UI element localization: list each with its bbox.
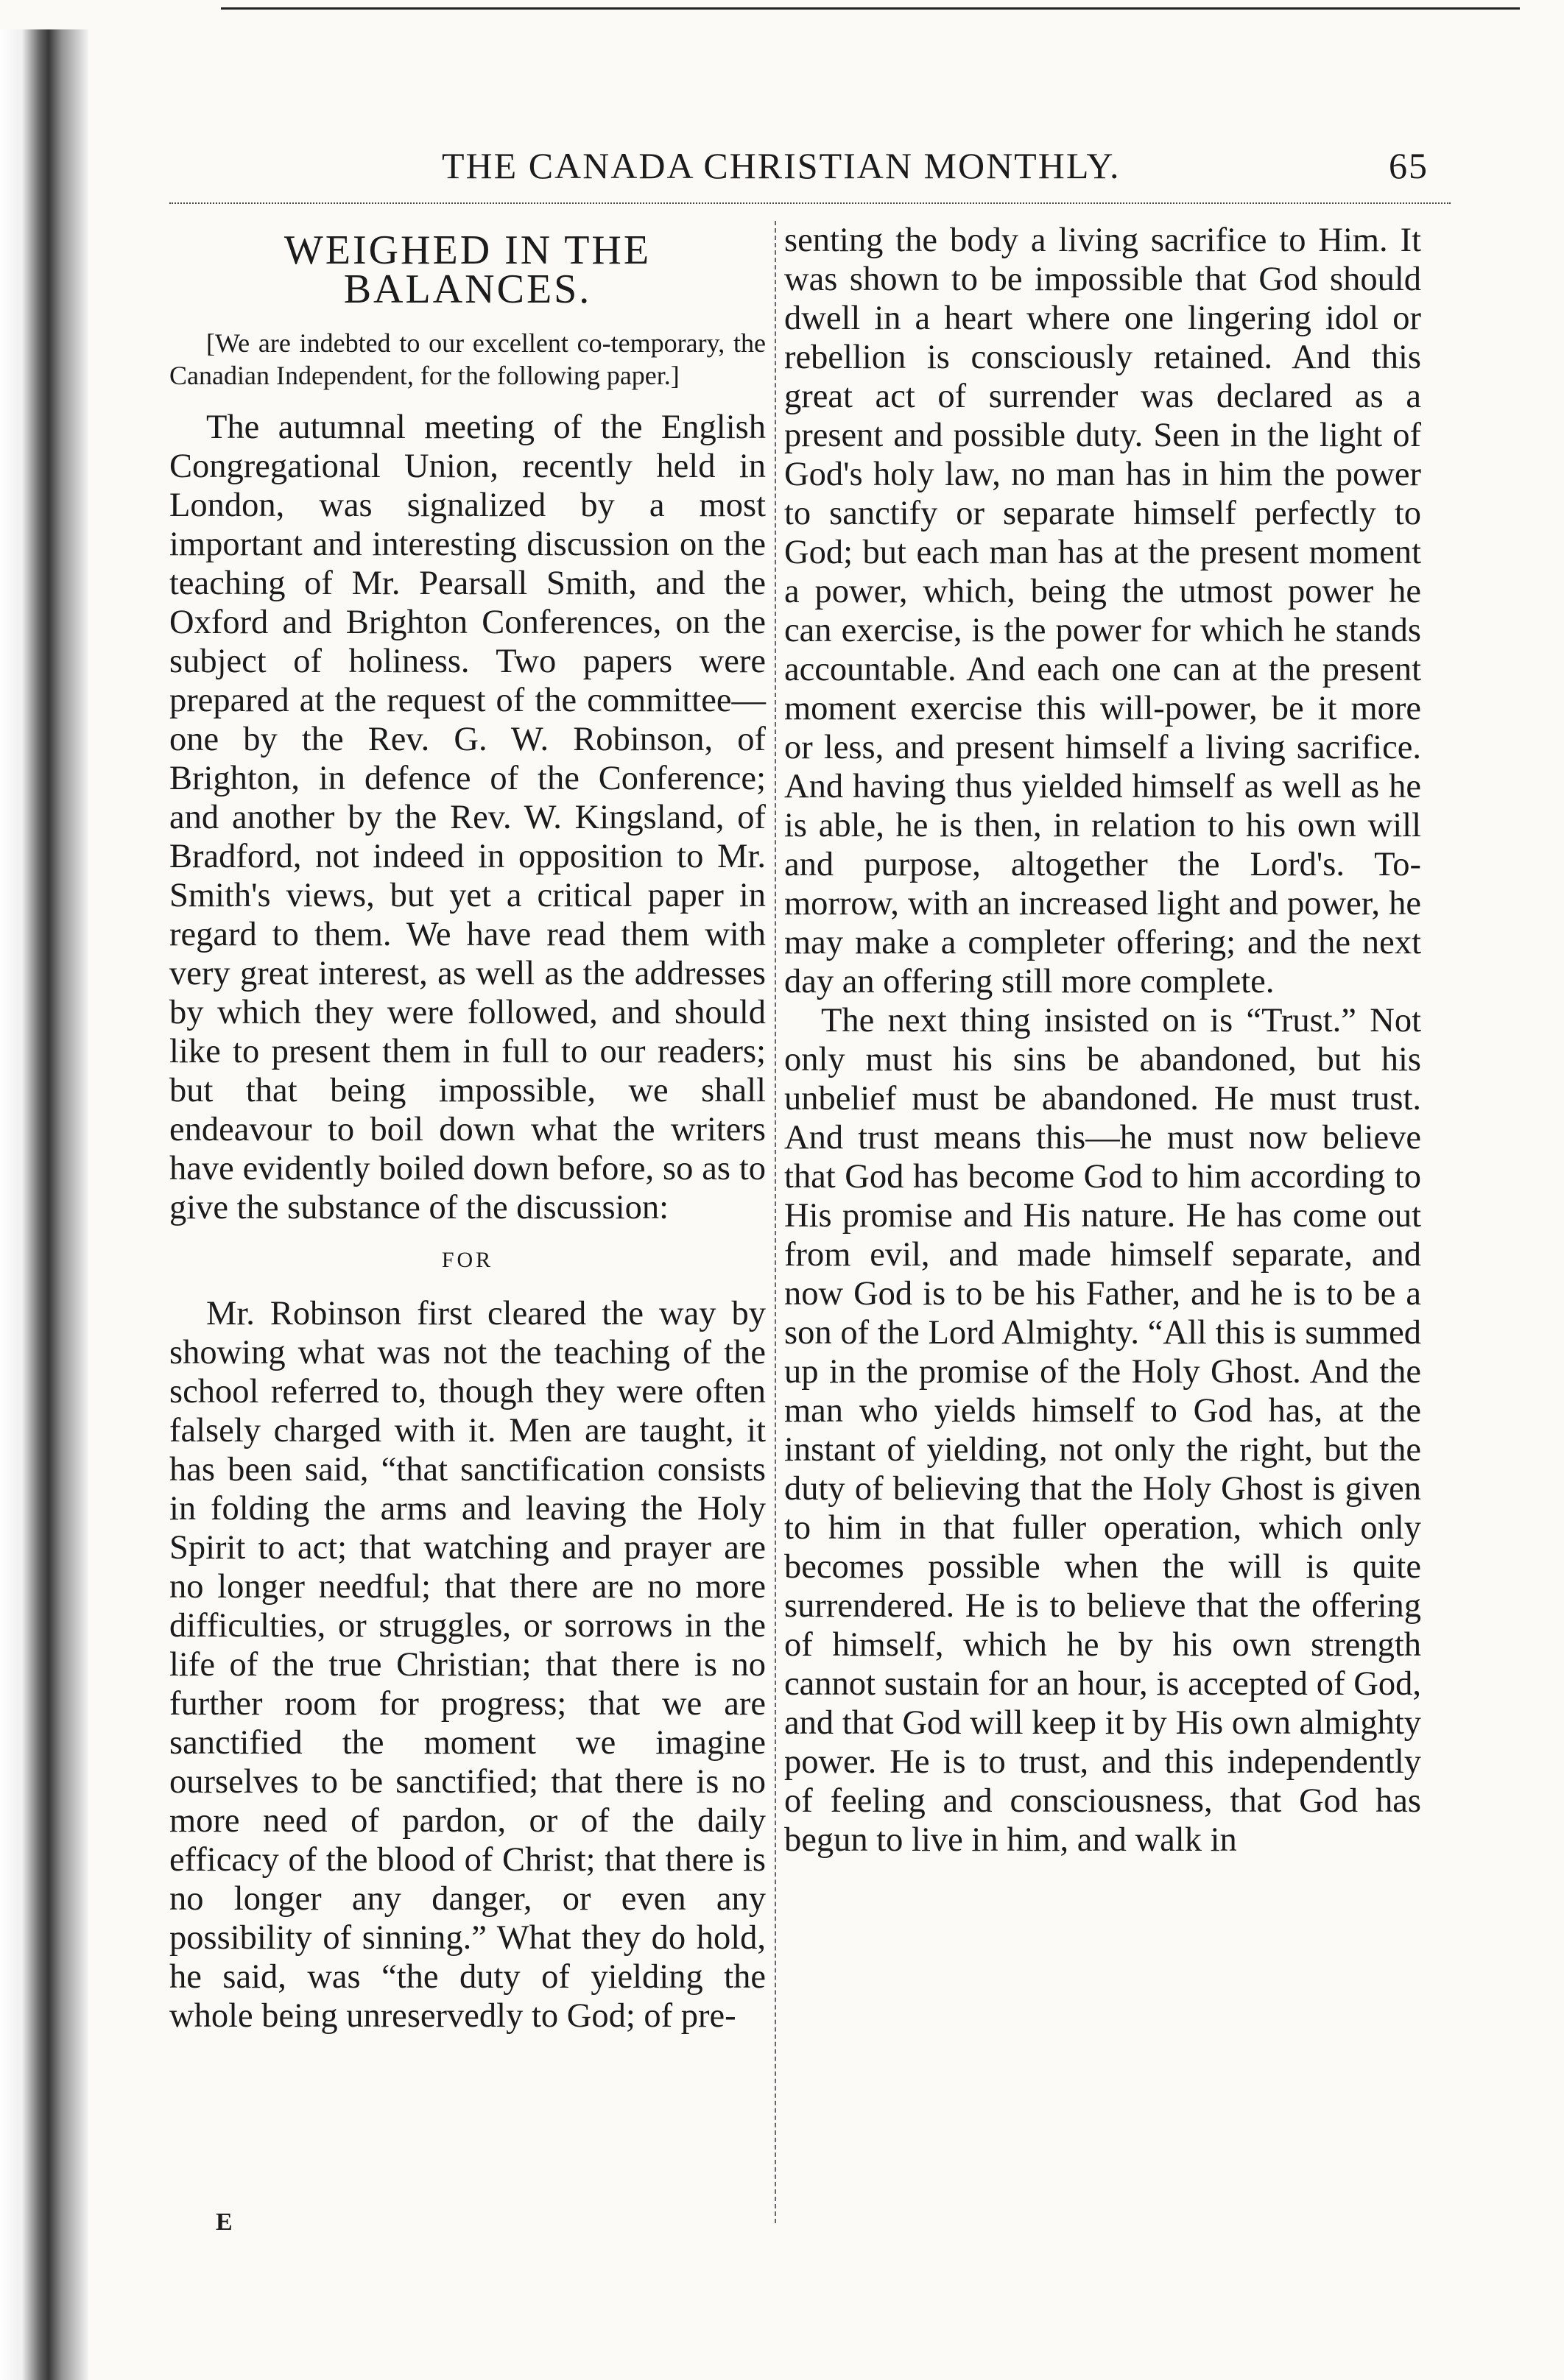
left-column (169, 221, 766, 2035)
editor-note: [We are indebted to our excellent co-temporary, the Canadian Independent, for the following paper.] (169, 328, 766, 390)
column-divider (775, 221, 776, 2223)
running-title: THE CANADA CHRISTIAN MONTHLY. (442, 145, 1121, 186)
article-title: WEIGHED IN THE BALANCES. (283, 227, 652, 312)
paragraph-robinson: Mr. Robinson first cleared the way by showing what was not the teaching of the school referred to, though they were often falsely charged with it. Men are taught, it has been said, “that sanctification consists in folding the arms and leaving the Holy Spirit to act; that watching and prayer are no longer needful; that there are no more difficulties, or struggles, or sorrows in the life of the true Christian; that there is no further room for progress; that we are sanctified the moment we imagine ourselves to be sanctified; that there is no more need of pardon, or of the daily efficacy of the blood of Christ; that there is no longer any danger, or even any possibility of sinning.” What they do hold, he said, was “the duty of yielding the whole being unreservedly to God; of pre- (169, 1295, 766, 2035)
signature-mark: E (216, 2208, 233, 2236)
top-rule (221, 7, 1520, 10)
paragraph-trust: The next thing insisted on is “Trust.” Not only must his sins be abandoned, but his unbelief must be abandoned. He must trust. And trust means this—he must now believe that God has become God to him according to His promise and His nature. He has come out from evil, and made himself separate, and now God is to be his Father, and he is to be a son of the Lord Almighty. “All this is summed up in the promise of the Holy Ghost. And the man who yields himself to God has, at the instant of yielding, not only the right, but the duty of believing that the Holy Ghost is given to him in that fuller operation, which only becomes possible when the will is quite surrendered. He is to believe that the offering of himself, which he by his own strength cannot sustain for an hour, is accepted of God, and that God will keep it by His own almighty power. He is to trust, and this independently of feeling and consciousness, that God has begun to live in him, and walk in (784, 1002, 1421, 1859)
section-label-for: FOR (441, 1248, 494, 1272)
page-number: 65 (1389, 145, 1429, 186)
header-rule (169, 202, 1451, 204)
binding-spine-shadow (0, 29, 88, 2380)
running-header (442, 144, 1429, 196)
paragraph-continued: senting the body a living sacrifice to Him. It was shown to be impossible that God should dwell in a heart where one lingering idol or rebellion is consciously retained. And this great act of surrender was declared as a present and possible duty. Seen in the light of God's holy law, no man has in him the power to sanctify or separate himself perfectly to God; but each man has at the present moment a power, which, being the utmost power he can exercise, is the power for which he stands accountable. And each one can at the present moment exercise this will-power, be it more or less, and present himself a living sacrifice. And having thus yielded himself as well as he is able, he is then, in relation to his own will and purpose, altogether the Lord's. To-morrow, with an increased light and power, he may make a completer offering; and the next day an offering still more complete. (784, 222, 1421, 1000)
paragraph-intro: The autumnal meeting of the English Congregational Union, recently held in London, was signalized by a most important and interesting discussion on the teaching of Mr. Pearsall Smith, and the Oxford and Brighton Conferences, on the subject of holiness. Two papers were prepared at the request of the committee—one by the Rev. G. W. Robinson, of Brighton, in defence of the Conference; and another by the Rev. W. Kingsland, of Bradford, not indeed in opposition to Mr. Smith's views, but yet a critical paper in regard to them. We have read them with very great interest, as well as the addresses by which they were followed, and should like to present them in full to our readers; but that being impossible, we shall endeavour to boil down what the writers have evidently boiled down before, so as to give the substance of the discussion: (169, 409, 766, 1226)
right-column (784, 221, 1421, 1860)
